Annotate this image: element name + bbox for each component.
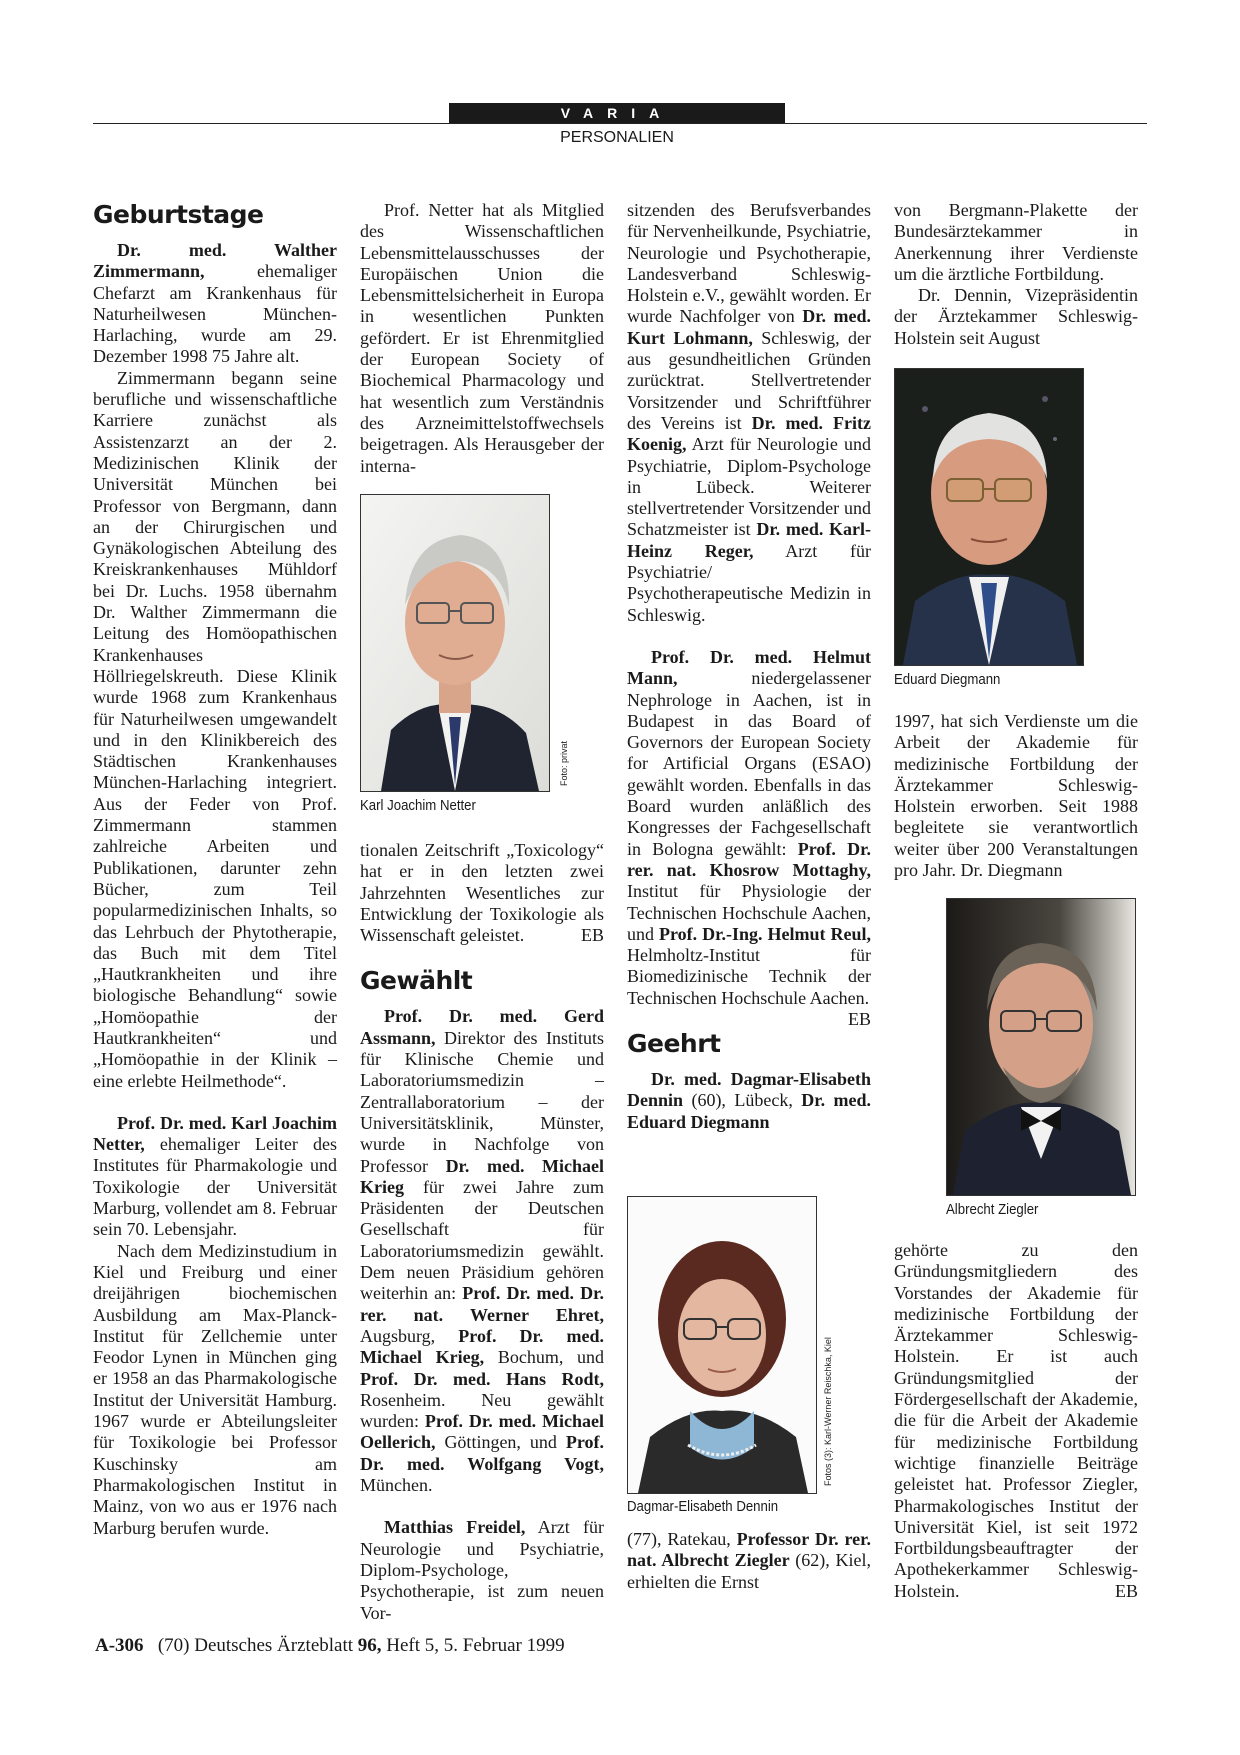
page-number: A-306 — [95, 1635, 144, 1656]
photo-diegmann — [894, 368, 1084, 666]
person-name: Dr. med. Kurt Lohmann, — [627, 306, 871, 348]
column-3-bottom — [627, 1529, 871, 1593]
text: ehemaliger Leiter des Institutes für Pharmakologie und Toxikologie der Universität Marburg, vollendet am 8. Februar sein 70. Lebensjahr. — [93, 1134, 337, 1240]
paragraph — [360, 840, 604, 946]
paragraph — [627, 1069, 871, 1133]
text: Augsburg, — [360, 1325, 459, 1346]
text: Schleswig, der aus gesundheitlichen Gründen zurücktrat. Stellvertretender Vorsitzender und Schriftführer des Vereins ist — [627, 327, 871, 433]
paragraph — [627, 1529, 871, 1593]
paragraph: Prof. Netter hat als Mitglied des Wissenschaftlichen Lebensmittelausschusses der Europäischen Union die Lebensmittelsicherheit in Europa in wesentlichen Punkten gefördert. Er ist Ehrenmitglied der European Society of Biochemical Pharmacology und hat wesentlich zum Verständnis des Arzneimittelstoffwechsels beigetragen. Als Herausgeber der interna- — [360, 200, 604, 476]
header-rule — [93, 123, 1147, 124]
text: München. — [360, 1475, 433, 1496]
footer-text: (70) Deutsches Ärzteblatt — [157, 1635, 358, 1656]
person-name: Prof. Dr. med. Helmut Mann, — [627, 646, 871, 689]
photo-credit: Fotos (3): Karl-Werner Reischka, Kiel — [823, 1337, 833, 1486]
person-name: Dr. med. Eduard Diegmann — [627, 1090, 871, 1132]
text: Arzt für Neurologie und Psychiatrie, Diplom-Psychologe, Psychotherapie, ist zum neuen Vor- — [360, 1517, 604, 1623]
page-footer — [95, 1635, 565, 1657]
paragraph — [627, 646, 871, 1029]
column-2-top — [360, 200, 604, 477]
person-name: Prof. Dr. med. Gerd Assmann, — [360, 1006, 604, 1048]
person-name: Dr. med. Walther Zimmermann, — [93, 240, 337, 282]
paragraph — [627, 200, 871, 626]
text: (62), Kiel, erhielten die Ernst — [627, 1550, 871, 1592]
text: gehörte zu den Gründungsmitgliedern des Vorstandes der Akademie für medizinische Fortbildung der Ärztekammer Schleswig-Holstein. Er ist auch Gründungsmitglied der Fördergesellschaft der Akademie, die für die Arbeit der Akademie für medizinische Fortbildung wichtige finanzielle Beiträge geleistet hat. Professor Ziegler, Pharmakologisches Institut der Universität Kiel, ist seit 1972 Fortbildungsbeauftragter der Apothekerkammer Schleswig-Holstein. — [894, 1240, 1138, 1601]
text: für zwei Jahre zum Präsidenten der Deutschen Gesellschaft für Laboratoriumsmedizin gewählt. Dem neuen Präsidium gehören weiterhin an: — [360, 1176, 604, 1304]
text: (60), Lübeck, — [683, 1090, 802, 1111]
column-1 — [93, 200, 337, 1539]
text: Institut für Physiologie der Technischen Hochschule Aachen, und — [627, 881, 871, 944]
person-name: Matthias Freidel, — [384, 1517, 526, 1538]
text: ehemaliger Chefarzt am Krankenhaus für Naturheilwesen München-Harlaching, wurde am 29. Dezember 1998 75 Jahre alt. — [93, 261, 337, 367]
author-signature: EB — [1114, 1580, 1138, 1601]
paragraph: Dr. Dennin, Vizepräsidentin der Ärztekammer Schleswig-Holstein seit August — [894, 285, 1138, 348]
author-signature: EB — [847, 1008, 871, 1029]
person-name: Dr. med. Michael Krieg — [360, 1155, 604, 1197]
paragraph: Nach dem Medizinstudium in Kiel und Freiburg und einer dreijährigen biochemischen Ausbildung am Max-Planck-Institut für Zellchemie unter Feodor Lynen in München ging er 1958 an das Pharmakologische Institut der Universität Hamburg. 1967 wurde er Abteilungsleiter für Toxikologie bei Professor Kuschinsky am Pharmakologischen Institut in Mainz, von wo aus er 1976 nach Marburg berufen wurde. — [93, 1240, 337, 1538]
person-name: Prof. Dr. med. Wolfgang Vogt, — [360, 1432, 604, 1474]
person-name: Dr. med. Dagmar-Elisabeth Dennin — [627, 1068, 871, 1111]
text: tionalen Zeitschrift „Toxicology“ hat er in den letzten zwei Jahrzehnten Wesentliches zur Entwicklung der Toxikologie als Wissenschaft geleistet. — [360, 840, 604, 946]
photo-ziegler — [946, 898, 1136, 1196]
subsection-label: PERSONALIEN — [560, 129, 674, 146]
text: Rosenheim. Neu gewählt wurden: — [360, 1389, 604, 1432]
photo-caption: Dagmar-Elisabeth Dennin — [627, 1498, 779, 1515]
volume-number: 96, — [357, 1635, 382, 1656]
text: (77), Ratekau, — [627, 1529, 737, 1549]
text: sitzenden des Berufsverbandes für Nervenheilkunde, Psychiatrie, Neurologie und Psychotherapie, Landesverband Schleswig-Holstein e.V., gewählt worden. Er wurde Nachfolger von — [627, 200, 871, 327]
column-4-middle — [894, 711, 1138, 881]
heading-gewaehlt: Gewählt — [360, 966, 473, 996]
paragraph — [93, 240, 337, 368]
person-name: Prof. Dr. med. Michael Oellerich, — [360, 1411, 604, 1453]
footer-text: Heft 5, 5. Februar 1999 — [381, 1635, 565, 1656]
person-name: Dr. med. Fritz Koenig, — [627, 412, 871, 455]
section-banner: VARIA — [449, 103, 785, 124]
text: niedergelassener Nephrologe in Aachen, ist in Budapest in das Board of Governors der European Society for Artificial Organs (ESAO) gewählt worden. Ebenfalls in das Board wurden anläßlich des Kongresses der Fachgesellschaft in Bologna gewählt: — [627, 668, 871, 859]
paragraph — [93, 1113, 337, 1241]
person-name: Prof. Dr. med. Dr. rer. nat. Werner Ehret, — [360, 1283, 604, 1325]
photo-caption: Albrecht Ziegler — [946, 1201, 1039, 1218]
paragraph: Zimmermann begann seine berufliche und wissenschaftliche Karriere zunächst als Assistenzarzt an der 2. Medizinischen Klinik der Universität München bei Professor von Bergmann, dann an der Chirurgischen und Gynäkologischen Abteilung des Kreiskrankenhauses Mühldorf bei Dr. Luchs. 1958 übernahm Dr. Walther Zimmermann die Leitung des Homöopathischen Krankenhauses Höllriegelskreuth. Diese Klinik wurde 1968 zum Krankenhaus für Naturheilwesen umgewandelt und in den Klinikbereich des Städtischen Krankenhauses München-Harlaching integriert. Aus der Feder von Prof. Zimmermann stammen zahlreiche Arbeiten und Publikationen, darunter zehn Bücher, zum Teil popularmedizinischen Inhalts, so das Lehrbuch der Phytotherapie, das Buch mit dem Titel „Hautkrankheiten und ihre biologische Behandlung“ sowie „Homöopathie der Hautkrankheiten“ und „Homöopathie in der Klinik – eine erlebte Heilmethode“. — [93, 367, 337, 1091]
paragraph — [360, 1517, 604, 1623]
person-name: Prof. Dr. med. Hans Rodt, — [360, 1368, 604, 1389]
portrait-image — [628, 1197, 816, 1493]
portrait-image — [361, 495, 549, 791]
person-name: Prof. Dr. rer. nat. Khosrow Mottaghy, — [627, 838, 871, 880]
text: Göttingen, und — [435, 1432, 566, 1453]
text: Bochum, und — [484, 1347, 604, 1368]
column-4-bottom — [894, 1240, 1138, 1602]
photo-caption: Eduard Diegmann — [894, 671, 1001, 688]
heading-geburtstage: Geburtstage — [93, 200, 264, 229]
text: Helmholtz-Institut für Biomedizinische Technik der Technischen Hochschule Aachen. — [627, 945, 871, 1008]
column-2-bottom — [360, 840, 604, 1624]
paragraph: von Bergmann-Plakette der Bundesärztekammer in Anerkennung ihrer Verdienste um die ärztliche Fortbildung. — [894, 200, 1138, 284]
paragraph — [894, 1240, 1138, 1602]
portrait-image — [895, 369, 1083, 665]
photo-credit: Foto: privat — [559, 740, 569, 786]
person-name: Prof. Dr. med. Karl Joachim Netter, — [93, 1112, 337, 1155]
photo-netter — [360, 494, 550, 792]
paragraph: 1997, hat sich Verdienste um die Arbeit der Akademie für medizinische Fortbildung der Ärztekammer Schleswig-Holstein erworben. Seit 1988 begleitete sie verantwortlich weiter über 200 Veranstaltungen pro Jahr. Dr. Diegmann — [894, 711, 1138, 881]
person-name: Professor Dr. rer. nat. Albrecht Ziegler — [627, 1529, 871, 1571]
text: Arzt für Psychiatrie/ Psychotherapeutische Medizin in Schleswig. — [627, 540, 871, 625]
person-name: Dr. med. Karl-Heinz Reger, — [627, 519, 871, 561]
author-signature: EB — [580, 925, 604, 946]
heading-geehrt: Geehrt — [627, 1028, 721, 1058]
photo-caption: Karl Joachim Netter — [360, 797, 476, 814]
person-name: Prof. Dr.-Ing. Helmut Reul, — [659, 923, 871, 944]
text: Arzt für Neurologie und Psychiatrie, Diplom-Psychologe in Lübeck. Weiterer stellvertretender Vorsitzender und Schatzmeister ist — [627, 434, 871, 540]
person-name: Prof. Dr. med. Michael Krieg, — [360, 1325, 604, 1368]
column-4-top — [894, 200, 1138, 349]
portrait-image — [947, 899, 1135, 1195]
paragraph — [360, 1006, 604, 1496]
column-3-top — [627, 200, 871, 1133]
text: Direktor des Instituts für Klinische Chemie und Laboratoriumsmedizin – Zentrallaboratorium – der Universitätsklinik, Münster, wurde in Nachfolge von Professor — [360, 1027, 604, 1176]
photo-dennin — [627, 1196, 817, 1494]
